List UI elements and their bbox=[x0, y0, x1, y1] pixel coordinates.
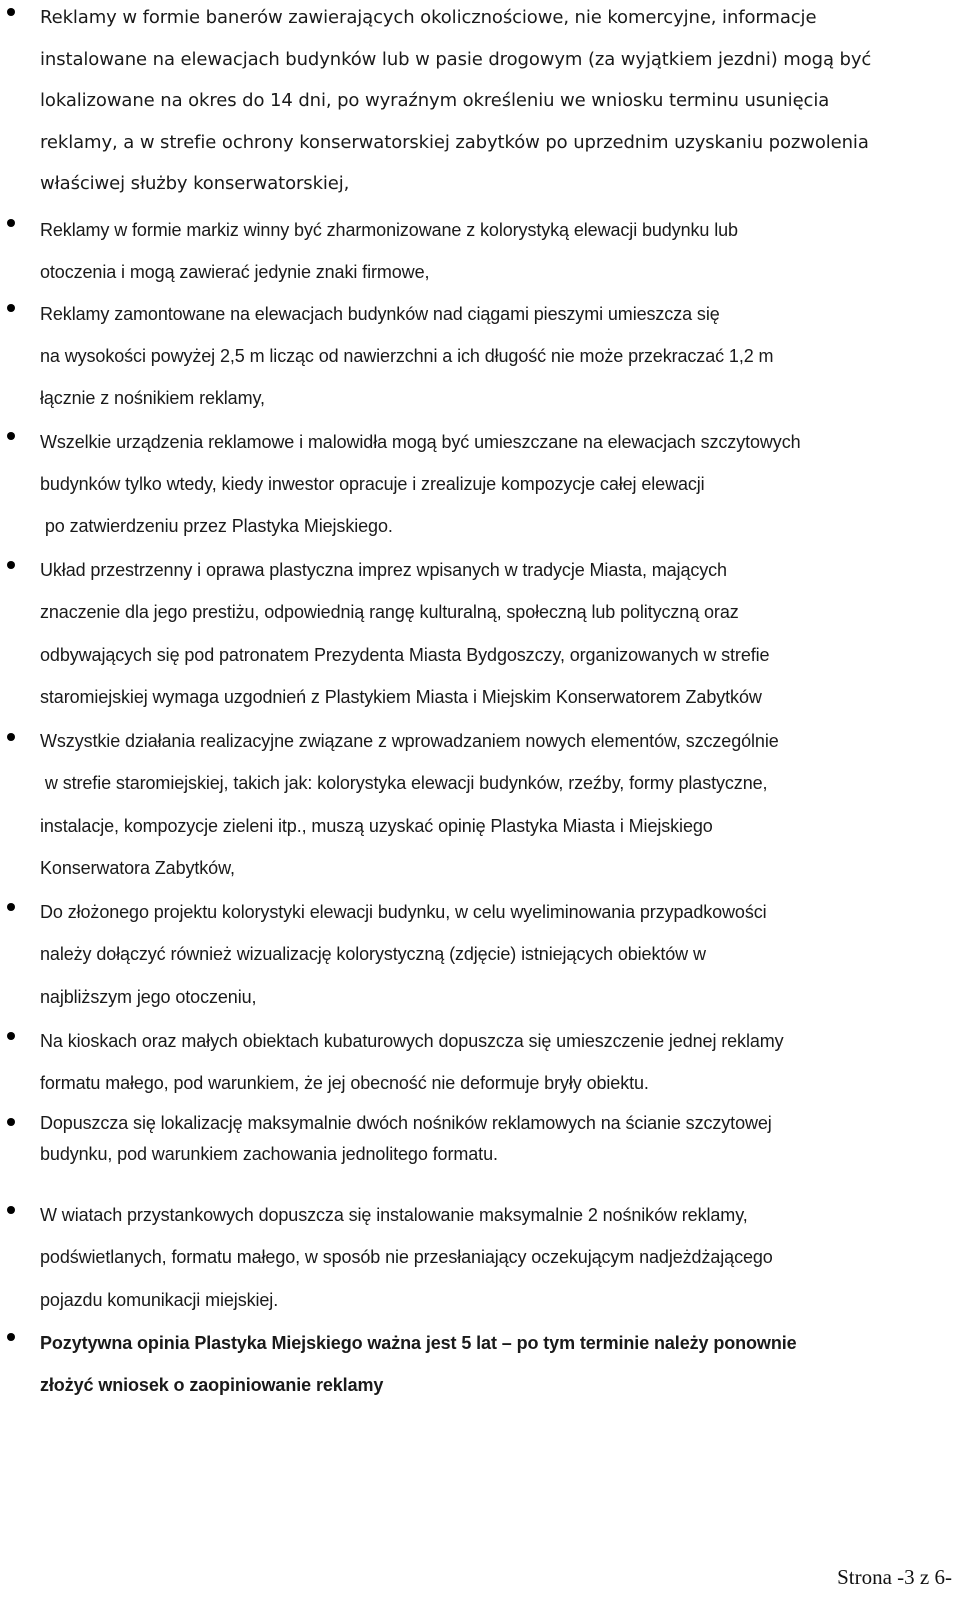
text-line: formatu małego, pod warunkiem, że jej obecność nie deformuje bryły obiektu. bbox=[40, 1073, 649, 1094]
text-line: budynku, pod warunkiem zachowania jednolitego formatu. bbox=[40, 1144, 498, 1164]
bullet-icon bbox=[7, 561, 15, 569]
text-line: W wiatach przystankowych dopuszcza się instalowanie maksymalnie 2 nośników reklamy, bbox=[40, 1205, 748, 1225]
text-line: staromiejskiej wymaga uzgodnień z Plastykiem Miasta i Miejskim Konserwatorem Zabytków bbox=[40, 686, 762, 707]
bullet-icon bbox=[7, 1032, 15, 1040]
text-line: Wszystkie działania realizacyjne związane z wprowadzaniem nowych elementów, szczególnie bbox=[40, 731, 779, 751]
text-line: Na kioskach oraz małych obiektach kubaturowych dopuszcza się umieszczenie jednej reklamy bbox=[40, 1031, 784, 1051]
bullet-icon bbox=[7, 304, 15, 312]
text-line: pojazdu komunikacji miejskiej. bbox=[40, 1289, 279, 1310]
bullet-icon bbox=[7, 1206, 15, 1214]
bullet-icon bbox=[7, 432, 15, 440]
text-line: Do złożonego projektu kolorystyki elewacji budynku, w celu wyeliminowania przypadkowości bbox=[40, 902, 767, 922]
text-line: budynków tylko wtedy, kiedy inwestor opracuje i zrealizuje kompozycje całej elewacji bbox=[40, 474, 705, 494]
bullet-icon bbox=[7, 903, 15, 911]
text-line: po zatwierdzeniu przez Plastyka Miejskiego. bbox=[40, 516, 393, 536]
text-line: Wszelkie urządzenia reklamowe i malowidła mogą być umieszczane na elewacjach szczytowych bbox=[40, 432, 801, 452]
text-line: otoczenia i mogą zawierać jedynie znaki firmowe, bbox=[40, 262, 430, 282]
text-line: Reklamy w formie banerów zawierających okolicznościowe, nie komercyjne, informacje bbox=[40, 7, 817, 28]
text-line: Pozytywna opinia Plastyka Miejskiego ważna jest 5 lat – po tym terminie należy ponownie bbox=[40, 1333, 797, 1353]
text-line: instalowane na elewacjach budynków lub w pasie drogowym (za wyjątkiem jezdni) mogą być bbox=[40, 48, 872, 70]
text-line: podświetlanych, formatu małego, w sposób nie przesłaniający oczekującym nadjeżdżającego bbox=[40, 1247, 773, 1268]
text-line: Reklamy w formie markiz winny być zharmonizowane z kolorystyką elewacji budynku lub bbox=[40, 220, 738, 240]
text-line: w strefie staromiejskiej, takich jak: kolorystyka elewacji budynków, rzeźby, formy plastyczne, bbox=[40, 773, 768, 794]
text-line: Dopuszcza się lokalizację maksymalnie dwóch nośników reklamowych na ścianie szczytowej bbox=[40, 1113, 772, 1133]
page-number: Strona -3 z 6- bbox=[837, 1565, 952, 1589]
text-line: lokalizowane na okres do 14 dni, po wyraźnym określeniu we wniosku terminu usunięcia bbox=[40, 90, 830, 111]
bullet-icon bbox=[7, 219, 15, 227]
text-line: Reklamy zamontowane na elewacjach budynków nad ciągami pieszymi umieszcza się bbox=[40, 304, 720, 324]
text-line: łącznie z nośnikiem reklamy, bbox=[40, 388, 265, 408]
text-line: odbywających się pod patronatem Prezydenta Miasta Bydgoszczy, organizowanych w strefie bbox=[40, 644, 770, 665]
text-line: najbliższym jego otoczeniu, bbox=[40, 986, 257, 1007]
text-line: na wysokości powyżej 2,5 m licząc od nawierzchni a ich długość nie może przekraczać 1,2 m bbox=[40, 346, 774, 366]
text-line: złożyć wniosek o zaopiniowanie reklamy bbox=[40, 1375, 384, 1396]
bullet-icon bbox=[7, 1118, 15, 1126]
bullet-icon bbox=[7, 8, 15, 16]
text-line: Konserwatora Zabytków, bbox=[40, 857, 235, 878]
text-line: należy dołączyć również wizualizację kolorystyczną (zdjęcie) istniejących obiektów w bbox=[40, 944, 706, 965]
text-line: właściwej służby konserwatorskiej, bbox=[40, 173, 350, 194]
bullet-icon bbox=[7, 733, 15, 741]
text-line: Układ przestrzenny i oprawa plastyczna imprez wpisanych w tradycje Miasta, mających bbox=[40, 560, 727, 580]
text-line: znaczenie dla jego prestiżu, odpowiednią rangę kulturalną, społeczną lub polityczną oraz bbox=[40, 602, 739, 623]
text-line: reklamy, a w strefie ochrony konserwatorskiej zabytków po uprzednim uzyskaniu pozwolenia bbox=[40, 131, 869, 153]
bullet-icon bbox=[7, 1333, 15, 1341]
text-line: instalacje, kompozycje zieleni itp., muszą uzyskać opinię Plastyka Miasta i Miejskiego bbox=[40, 815, 713, 836]
